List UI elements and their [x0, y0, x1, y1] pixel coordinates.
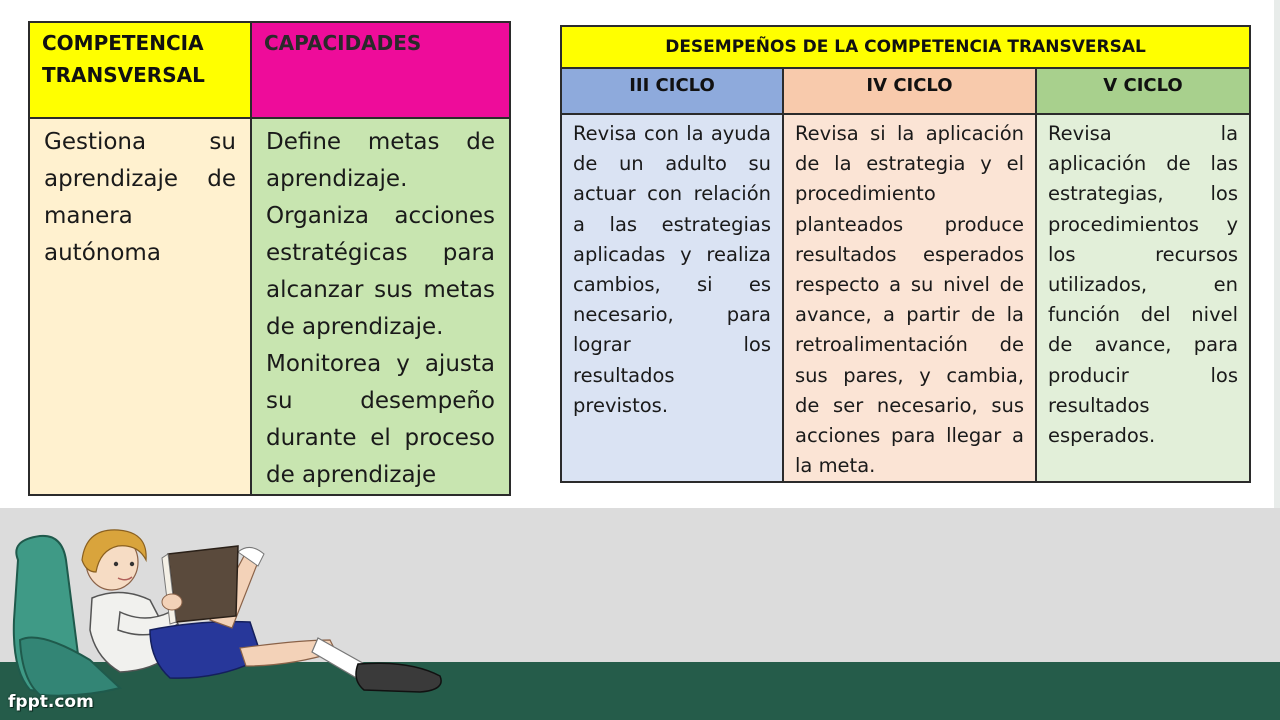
competencia-cell — [29, 118, 251, 495]
desempeno-ciclo-iii: Revisa con la ayuda de un adulto su actuar con relación a las estrategias aplicadas y realiza cambios, si es necesario, para lograr los resultados previstos. — [561, 114, 783, 482]
competencia-text: Gestiona su aprendizaje de manera autónoma — [44, 129, 236, 266]
capacidad-item: Define metas de aprendizaje. — [266, 129, 495, 192]
header-ciclo-iii: III CICLO — [561, 68, 783, 114]
capacidad-item: Organiza acciones estratégicas para alcanzar sus metas de aprendizaje. — [266, 203, 495, 340]
desempeno-ciclo-iv: Revisa si la aplicación de la estrategia y el procedimiento planteados produce resultados esperados respecto a su nivel de avance, a partir de la retroalimentación de sus pares, y cambia, de ser necesario, sus acciones para llegar a la meta. — [783, 114, 1036, 482]
competencia-table — [28, 21, 511, 496]
student-reading-icon — [0, 520, 460, 720]
desempenos-title: DESEMPEÑOS DE LA COMPETENCIA TRANSVERSAL — [561, 26, 1250, 68]
fppt-logo: fppt.com — [8, 692, 94, 712]
header-capacidades: CAPACIDADES — [251, 22, 510, 118]
capacidad-item: Monitorea y ajusta su desempeño durante el proceso de aprendizaje — [266, 351, 495, 488]
header-ciclo-iv: IV CICLO — [783, 68, 1036, 114]
capacidades-cell — [251, 118, 510, 495]
header-ciclo-v: V CICLO — [1036, 68, 1250, 114]
header-competencia: COMPETENCIA TRANSVERSAL — [29, 22, 251, 118]
slide-edge — [1274, 0, 1280, 508]
desempenos-table — [560, 25, 1251, 483]
desempeno-ciclo-v: Revisa la aplicación de las estrategias, los procedimientos y los recursos utilizados, en función del nivel de avance, para producir los resultados esperados. — [1036, 114, 1250, 482]
